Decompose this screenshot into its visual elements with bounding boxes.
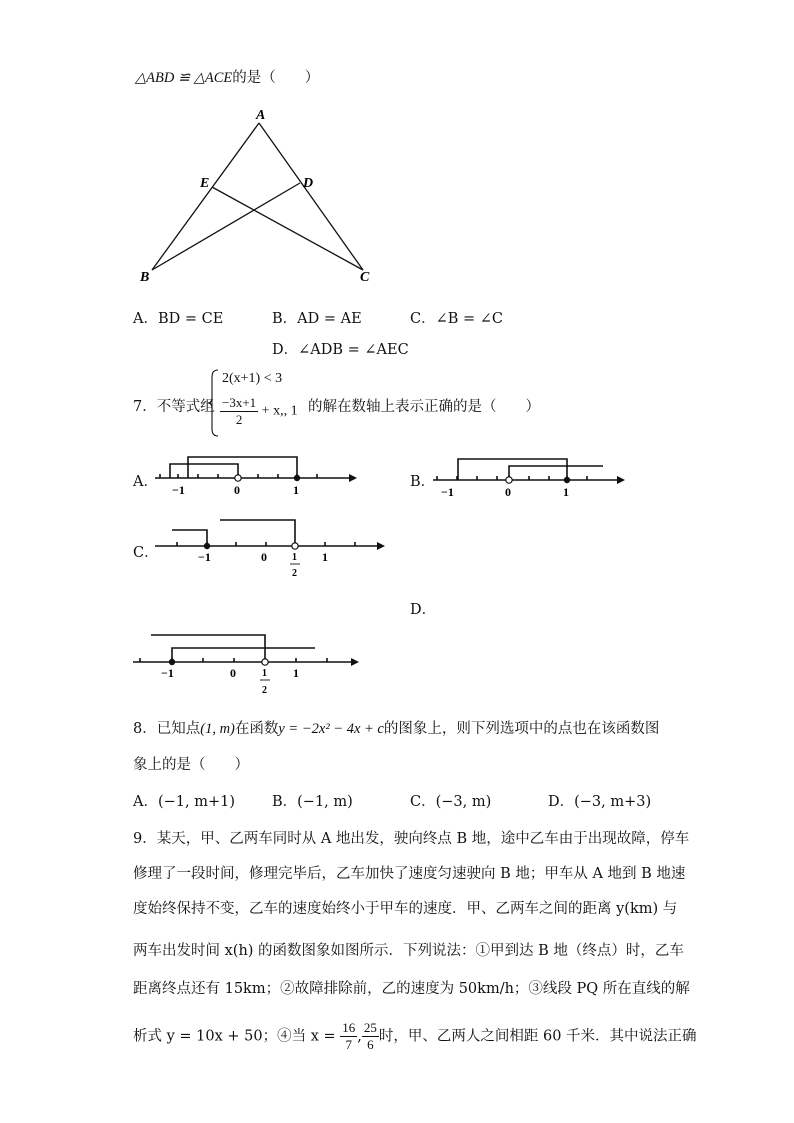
q7-inequality-1: 2(x+1) < 3: [222, 371, 283, 386]
q6-stem: [135, 66, 319, 87]
q9-line-6: 析式 y = 10x + 50；④当 x = $\frac{16}{7}$ , $\frac{25}{6}$ 时，甲、乙两人之间相距 60 千米．其中说法正确: [133, 1020, 697, 1052]
tick-label-neg1-a: −1: [172, 483, 185, 497]
vertex-label-e: E: [200, 176, 210, 191]
tick-label-1-a: 1: [293, 483, 299, 497]
q8-line-1: [133, 717, 659, 738]
congruence-statement: △ABD ≌ △ACE: [135, 70, 233, 86]
fraction-1-denominator: 7: [345, 1037, 353, 1052]
number-line-d: [130, 627, 370, 699]
q9-line-5: 距离终点还有 15km；②故障排除前，乙的速度为 50km/h；③线段 PQ 所在直线的解: [133, 981, 690, 997]
number-line-c: [150, 512, 390, 584]
q7-option-b-label: B．: [410, 474, 436, 490]
q7-option-c-label: C．: [133, 545, 159, 561]
q8-option-a: A．(−1, m+1): [133, 794, 236, 810]
q8-option-b: B．(−1, m): [272, 794, 353, 810]
fraction-16-7: [340, 1020, 357, 1053]
q6-option-c: C．∠B = ∠C: [410, 311, 504, 327]
q9-line-3: 度始终保持不变，乙车的速度始终小于甲车的速度．甲、乙两车之间的距离 y(km) 与: [133, 901, 678, 917]
q9-last-b: 时，甲、乙两人之间相距 60 千米．其中说法正确: [378, 1028, 697, 1045]
q8-option-c: C．(−3, m): [410, 794, 492, 810]
q8-text-c: 的图象上，则下列选项中的点也在该函数图: [383, 721, 660, 737]
q9-line-2: 修理了一段时间，修理完毕后，乙车加快了速度匀速驶向 B 地；甲车从 A 地到 B 地速: [133, 866, 686, 882]
number-line-b: [428, 452, 633, 502]
vertex-label-b: B: [140, 270, 150, 285]
half-label-num-d: 1: [262, 668, 267, 679]
q9-line-1: 9．某天，甲、乙两车同时从 A 地出发，驶向终点 B 地，途中乙车由于出现故障，停车: [133, 831, 690, 847]
half-label-den-c: 2: [292, 568, 297, 579]
q8-text-b: 在函数: [234, 721, 279, 737]
q6-stem-tail: 的是（ ）: [232, 70, 320, 86]
q7-ineq2-tail: + x,, 1: [261, 403, 298, 419]
tick-label-1-d: 1: [293, 666, 299, 680]
vertex-label-d: D: [303, 176, 314, 191]
half-label-num-c: 1: [292, 552, 297, 563]
half-label-den-d: 2: [262, 685, 267, 696]
q6-option-b: B．AD = AE: [272, 311, 362, 327]
q7-ineq2-denominator: 2: [235, 412, 243, 427]
tick-label-1-b: 1: [563, 485, 569, 499]
number-line-a: [150, 450, 365, 500]
q9-line-4: 两车出发时间 x(h) 的函数图象如图所示．下列说法：①甲到达 B 地（终点）时，乙车: [133, 943, 684, 959]
q8-function: y = −2x² − 4x + c: [278, 721, 384, 737]
q8-line-2: 象上的是（ ）: [133, 757, 249, 773]
fraction-2-denominator: 6: [367, 1037, 374, 1052]
vertex-label-c: C: [360, 270, 370, 285]
tick-label-0-b: 0: [505, 485, 511, 499]
system-brace: [208, 369, 220, 437]
fraction-2-numerator: 25: [363, 1020, 377, 1035]
q7-prefix: 7．不等式组: [133, 399, 215, 415]
q7-inequality-2: [220, 395, 298, 428]
fraction-25-6: [362, 1020, 379, 1053]
tick-label-0-d: 0: [230, 666, 236, 680]
q9-last-a: 析式 y = 10x + 50；④当 x =: [133, 1028, 336, 1045]
q7-ineq2-numerator: −3x+1: [222, 395, 257, 410]
q8-option-d: D．(−3, m+3): [548, 794, 652, 810]
vertex-label-a: A: [256, 108, 266, 123]
tick-label-0-a: 0: [234, 483, 240, 497]
tick-label-neg1-b: −1: [441, 485, 454, 499]
q6-option-a: A．BD = CE: [133, 311, 224, 327]
tick-label-0-c: 0: [261, 550, 267, 564]
fraction-1-numerator: 16: [342, 1020, 356, 1035]
tick-label-1-c: 1: [322, 550, 328, 564]
q8-point: (1, m): [200, 721, 235, 737]
q7-option-d-label: D．: [410, 602, 437, 618]
q8-text-a: 8．已知点: [133, 721, 201, 737]
q7-option-a-label: A．: [133, 474, 158, 490]
q7-suffix: 的解在数轴上表示正确的是（ ）: [308, 399, 540, 415]
triangle-figure: [130, 105, 390, 295]
tick-label-neg1-c: −1: [198, 550, 211, 564]
q6-option-d: D．∠ADB = ∠AEC: [272, 342, 409, 358]
tick-label-neg1-d: −1: [161, 666, 174, 680]
